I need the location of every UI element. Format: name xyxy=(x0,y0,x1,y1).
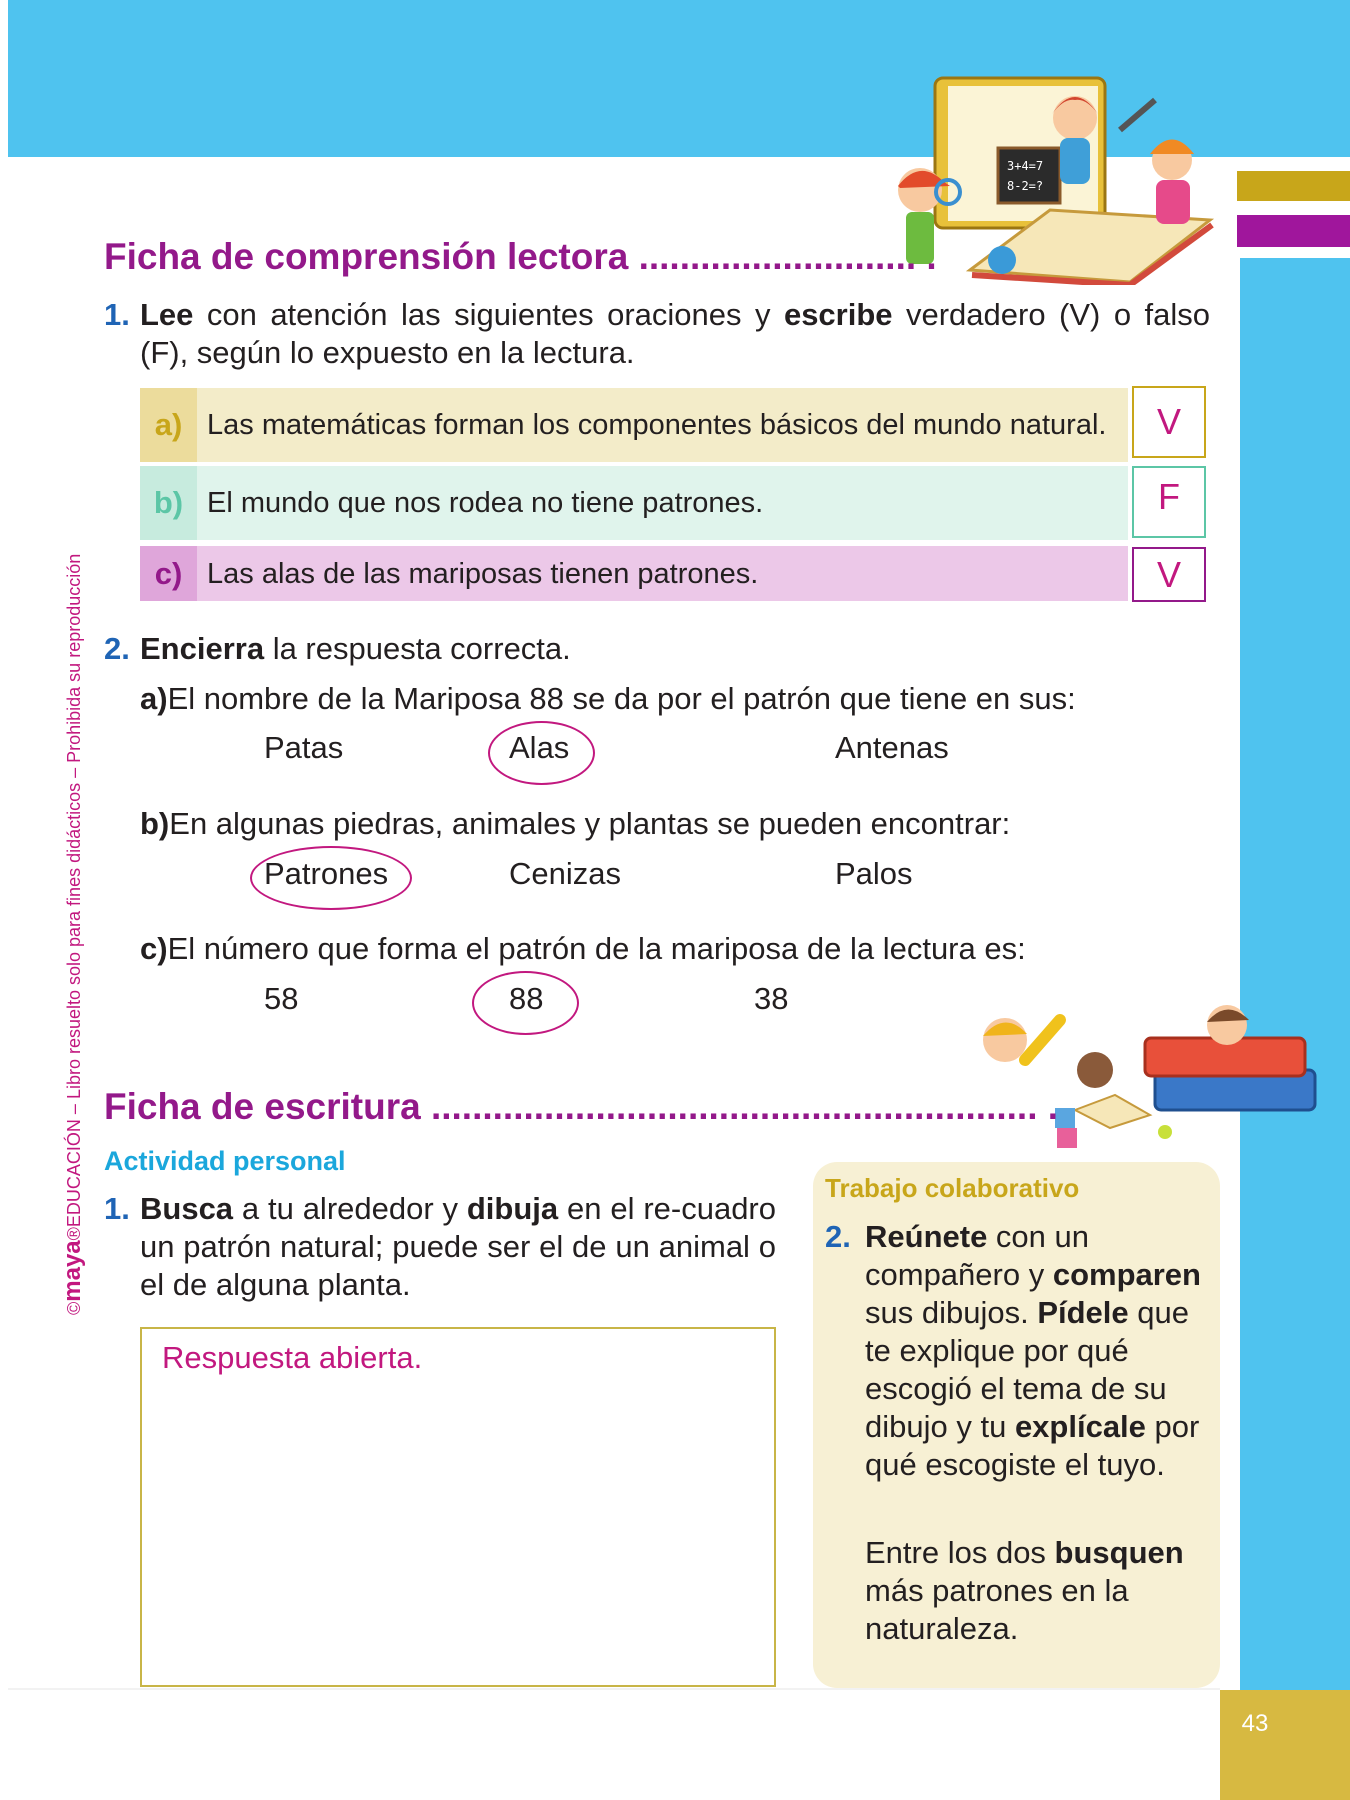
boy-head-icon xyxy=(1053,96,1097,140)
item-text: En algunas piedras, animales y plantas se pueden encontrar: xyxy=(169,806,1011,841)
keyword: Encierra xyxy=(140,631,265,666)
chalkboard-line1: 3+4=7 xyxy=(1007,159,1044,173)
option-cenizas[interactable]: Cenizas xyxy=(509,856,621,891)
keyword: escribe xyxy=(783,297,893,332)
answer-box-b[interactable]: F xyxy=(1132,466,1206,538)
collab-text: que te explique por qué escogió el tema de su dibujo y tu xyxy=(865,1295,1189,1444)
collab-question-number xyxy=(825,1218,851,1256)
statement-letter: c) xyxy=(140,546,197,601)
question-text: la respuesta correcta. xyxy=(264,631,571,666)
keyword: explícale xyxy=(1014,1409,1146,1444)
question-2 xyxy=(104,630,130,668)
item-a xyxy=(140,680,1220,718)
item-b xyxy=(140,805,1220,843)
statement-a xyxy=(140,388,1128,462)
question-text: con atención las siguientes oraciones y xyxy=(193,297,784,332)
collab-text: por qué escogiste el tuyo. xyxy=(865,1409,1200,1482)
title-dots: ........................................................... . xyxy=(430,1086,1059,1127)
section-title-comprension xyxy=(104,236,937,278)
question-number: 1. xyxy=(104,297,130,332)
keyword: Busca xyxy=(140,1191,234,1226)
question-number: 2. xyxy=(104,631,130,666)
question-number: 2. xyxy=(825,1219,851,1254)
section-title-escritura xyxy=(104,1086,1058,1128)
option-88[interactable]: 88 xyxy=(509,981,544,1016)
telescope-icon xyxy=(1120,100,1155,130)
copyright-symbol: © xyxy=(64,1301,84,1315)
keyword: Reúnete xyxy=(865,1219,988,1254)
escritura-title-text: Ficha de escritura xyxy=(104,1086,421,1127)
statement-b xyxy=(140,466,1128,540)
selection-circle xyxy=(472,971,579,1035)
gold-stripe xyxy=(1237,171,1350,201)
toy-block-icon xyxy=(1057,1128,1077,1148)
answer-box-c[interactable]: V xyxy=(1132,547,1206,602)
statement-letter: a) xyxy=(140,388,197,462)
collab-paragraph-1 xyxy=(865,1218,1210,1484)
brand-name: maya xyxy=(59,1240,86,1302)
question-text: verdadero (V) o falso (F), según lo expuesto en la lectura. xyxy=(140,297,1210,370)
page-number: 43 xyxy=(1241,1710,1269,1737)
boy-shirt-icon xyxy=(1060,138,1090,184)
option-alas[interactable]: Alas xyxy=(509,730,570,765)
item-letter: b) xyxy=(140,806,170,841)
option-58[interactable]: 58 xyxy=(264,981,299,1016)
ball-icon xyxy=(1158,1125,1172,1139)
globe-icon xyxy=(988,246,1016,274)
girl-hair-icon xyxy=(1150,140,1194,155)
selection-circle xyxy=(250,846,412,910)
kid-head-icon xyxy=(1077,1052,1113,1088)
answer-box-a[interactable]: V xyxy=(1132,386,1206,458)
collab-text: con un compañero y xyxy=(865,1219,1090,1292)
keyword: Pídele xyxy=(1037,1295,1129,1330)
writing-question-1 xyxy=(104,1190,130,1228)
item-letter: a) xyxy=(140,681,168,716)
writing-question-1-text xyxy=(140,1190,776,1304)
statement-text: El mundo que nos rodea no tiene patrones. xyxy=(207,487,764,519)
girl-book-icon xyxy=(1156,180,1190,224)
title-dots: ........................... . xyxy=(638,236,937,277)
registered-mark: ® xyxy=(64,1227,84,1241)
side-note: EDUCACIÓN – Libro resuelto solo para fines didácticos – Prohibida su reproducción xyxy=(64,553,84,1228)
open-book-icon xyxy=(1075,1095,1150,1128)
collab-text: Entre los dos xyxy=(865,1535,1055,1570)
collab-text: sus dibujos. xyxy=(865,1295,1038,1330)
page-number-tab xyxy=(1220,1690,1350,1800)
chalkboard-icon xyxy=(998,148,1060,203)
purple-stripe xyxy=(1237,215,1350,247)
option-palos[interactable]: Palos xyxy=(835,856,913,891)
chalkboard-line2: 8-2=? xyxy=(1007,179,1044,193)
statement-c xyxy=(140,546,1128,601)
keyword: busquen xyxy=(1054,1535,1184,1570)
statement-text: Las matemáticas forman los componentes básicos del mundo natural. xyxy=(207,409,1107,441)
answer-text: Respuesta abierta. xyxy=(162,1340,423,1375)
keyword: Lee xyxy=(140,297,194,332)
comprension-title-text: Ficha de comprensión lectora xyxy=(104,236,629,277)
copyright-side-text xyxy=(58,475,88,1315)
option-patas[interactable]: Patas xyxy=(264,730,344,765)
collaborative-title: Trabajo colaborativo xyxy=(825,1173,1080,1203)
option-patrones[interactable]: Patrones xyxy=(264,856,389,891)
item-text: El nombre de la Mariposa 88 se da por el patrón que tiene en sus: xyxy=(167,681,1076,716)
bottom-divider xyxy=(8,1688,1220,1690)
option-antenas[interactable]: Antenas xyxy=(835,730,949,765)
pencil-icon xyxy=(1025,1020,1060,1060)
selection-circle xyxy=(488,721,595,785)
collab-paragraph-2 xyxy=(865,1534,1210,1648)
question-text: a tu alrededor y xyxy=(233,1191,467,1226)
collab-text: más patrones en la naturaleza. xyxy=(865,1573,1129,1646)
item-letter: c) xyxy=(140,931,168,966)
statement-letter: b) xyxy=(140,466,197,540)
option-38[interactable]: 38 xyxy=(754,981,789,1016)
item-c xyxy=(140,930,1220,968)
right-side-bar xyxy=(1240,258,1350,1698)
question-2-text xyxy=(140,630,1210,668)
question-1-text xyxy=(140,296,1210,372)
keyword: dibuja xyxy=(466,1191,559,1226)
drawing-box[interactable] xyxy=(140,1327,776,1687)
statement-text: Las alas de las mariposas tienen patrones. xyxy=(207,557,759,590)
item-text: El número que forma el patrón de la mariposa de la lectura es: xyxy=(167,931,1026,966)
activity-label: Actividad personal xyxy=(104,1146,346,1176)
question-text: en el re-cuadro un patrón natural; puede ser el de un animal o el de alguna planta. xyxy=(140,1191,776,1302)
question-number: 1. xyxy=(104,1191,130,1226)
keyword: comparen xyxy=(1052,1257,1201,1292)
